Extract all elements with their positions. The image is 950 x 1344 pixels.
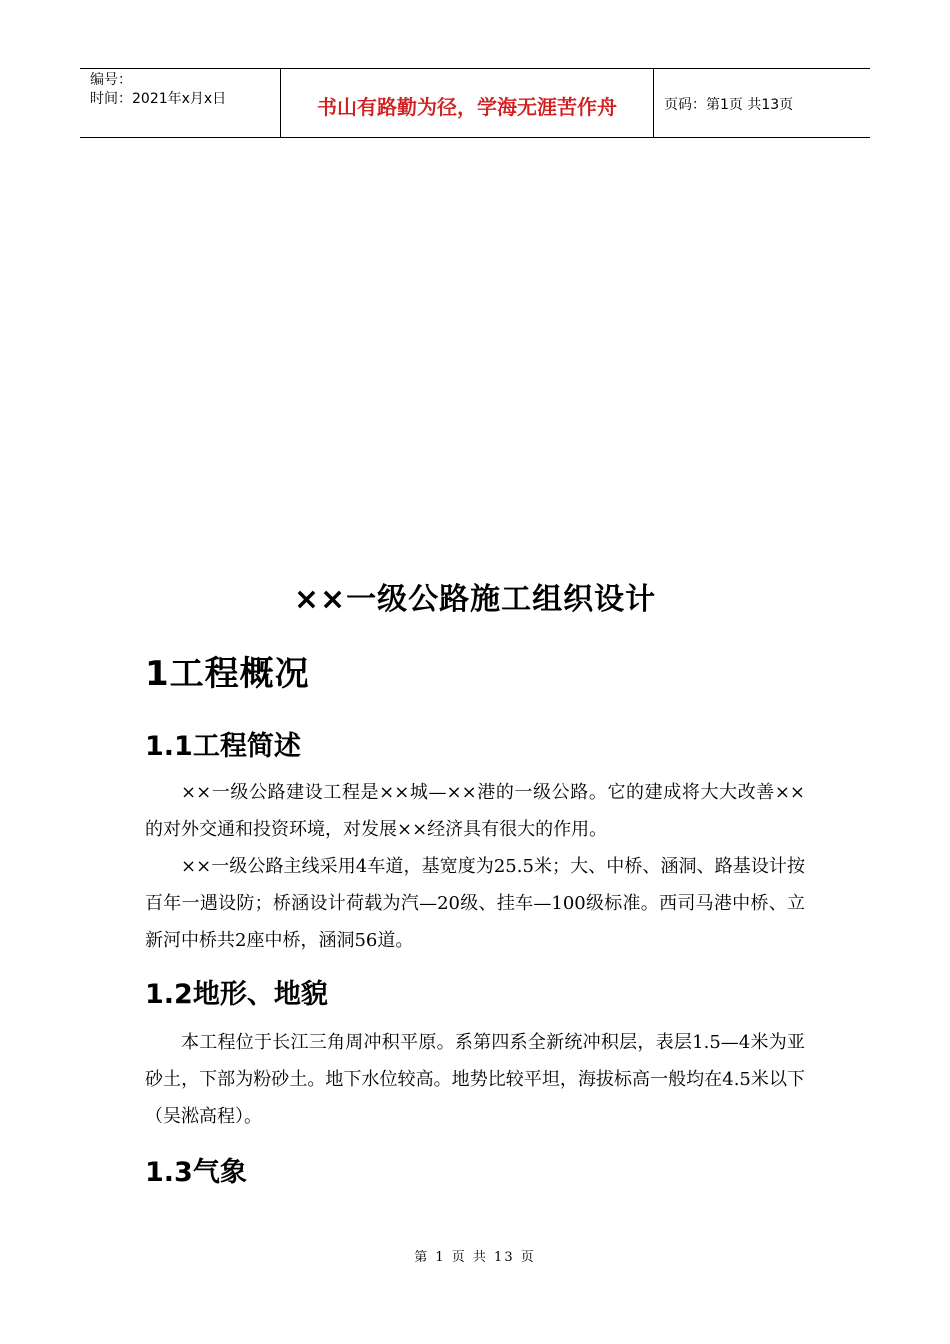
paragraph-1-1-b: ××一级公路主线采用4车道，基宽度为25.5米；大、中桥、涵洞、路基设计按百年一遇设防；桥涵设计荷载为汽—20级、挂车—100级标准。西司马港中桥、立新河中桥共2座中桥，涵洞56道。 [145, 856, 805, 951]
page-header [80, 68, 870, 138]
document-time-label: 时间：2021年x月x日 [90, 91, 227, 107]
subsection-heading-1-2: 1.2地形、地貌 [145, 979, 328, 1010]
page-footer: 第 1 页 共 13 页 [414, 1250, 536, 1265]
header-info-cell [80, 69, 281, 137]
subsection-heading-1-3: 1.3气象 [145, 1157, 247, 1188]
section-heading-1: 1工程概况 [145, 654, 310, 694]
paragraph-1-2: 本工程位于长江三角周冲积平原。系第四系全新统冲积层，表层1.5—4米为亚砂土，下部为粉砂土。地下水位较高。地势比较平坦，海拔标高一般均在4.5米以下（吴淞高程）。 [145, 1032, 805, 1127]
header-page-info: 页码：第1页 共13页 [664, 97, 794, 113]
paragraph-1-1-a: ××一级公路建设工程是××城—××港的一级公路。它的建成将大大改善××的对外交通和投资环境，对发展××经济具有很大的作用。 [145, 782, 805, 840]
document-number-label: 编号： [90, 72, 132, 88]
header-motto: 书山有路勤为径，学海无涯苦作舟 [281, 69, 654, 137]
document-title: ××一级公路施工组织设计 [293, 582, 657, 617]
subsection-heading-1-1: 1.1工程简述 [145, 731, 301, 762]
